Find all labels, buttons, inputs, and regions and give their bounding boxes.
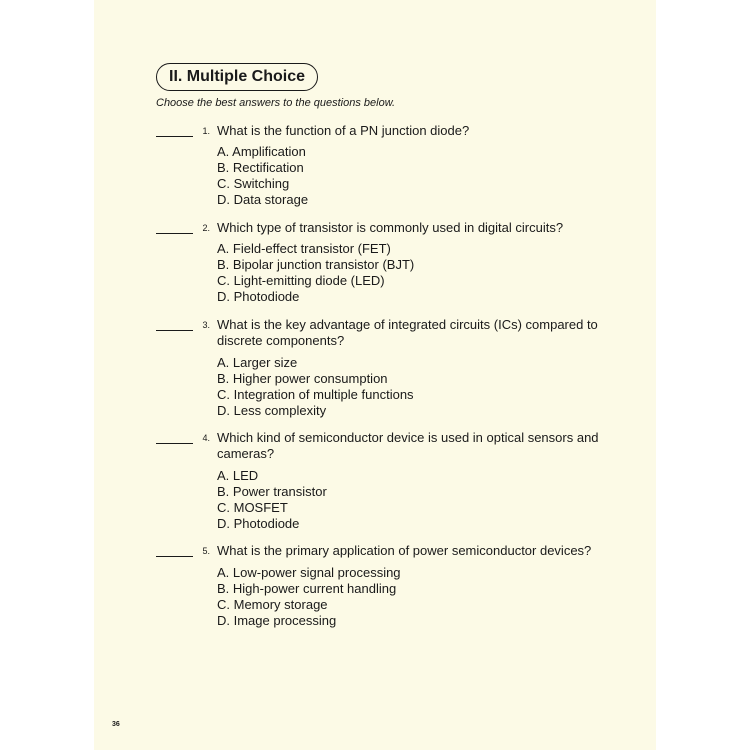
option-a: A. Amplification [217, 144, 306, 159]
option-c: C. Switching [217, 176, 290, 191]
question-number: 3. [202, 320, 210, 330]
option-d: D. Data storage [217, 192, 309, 207]
option-b: B. High-power current handling [217, 581, 397, 596]
options-list [217, 468, 327, 532]
option-b: B. Rectification [217, 160, 304, 175]
page-number: 36 [112, 721, 120, 728]
option-b: B. Bipolar junction transistor (BJT) [217, 257, 415, 272]
answer-blank-1[interactable] [156, 136, 193, 137]
question-text: Which kind of semiconductor device is used in optical sensors and cameras? [217, 430, 599, 461]
answer-blank-3[interactable] [156, 330, 193, 331]
answer-blank-4[interactable] [156, 443, 193, 444]
answer-blank-2[interactable] [156, 233, 193, 234]
question-text: What is the primary application of power semiconductor devices? [217, 543, 592, 558]
options-list [217, 565, 401, 629]
option-a: A. Low-power signal processing [217, 565, 401, 580]
option-a: A. Field-effect transistor (FET) [217, 241, 391, 256]
options-list [217, 241, 414, 305]
option-d: D. Image processing [217, 613, 337, 628]
option-d: D. Photodiode [217, 289, 300, 304]
option-b: B. Higher power consumption [217, 371, 388, 386]
worksheet-page [94, 0, 656, 750]
option-d: D. Less complexity [217, 403, 327, 418]
option-a: A. LED [217, 468, 259, 483]
option-b: B. Power transistor [217, 484, 327, 499]
option-a: A. Larger size [217, 355, 298, 370]
answer-blank-5[interactable] [156, 556, 193, 557]
options-list [217, 355, 414, 419]
question-number: 1. [202, 126, 210, 136]
question-number: 2. [202, 223, 210, 233]
question-number: 5. [202, 546, 210, 556]
option-c: C. MOSFET [217, 500, 288, 515]
option-c: C. Memory storage [217, 597, 328, 612]
instructions: Choose the best answers to the questions below. [156, 97, 396, 109]
question-number: 4. [202, 433, 210, 443]
section-title: II. Multiple Choice [156, 63, 318, 91]
option-c: C. Integration of multiple functions [217, 387, 414, 402]
option-c: C. Light-emitting diode (LED) [217, 273, 385, 288]
options-list [217, 144, 308, 208]
question-text: What is the key advantage of integrated circuits (ICs) compared to discrete components? [217, 317, 598, 348]
question-text: Which type of transistor is commonly used in digital circuits? [217, 220, 564, 235]
option-d: D. Photodiode [217, 516, 300, 531]
question-text: What is the function of a PN junction diode? [217, 123, 470, 138]
